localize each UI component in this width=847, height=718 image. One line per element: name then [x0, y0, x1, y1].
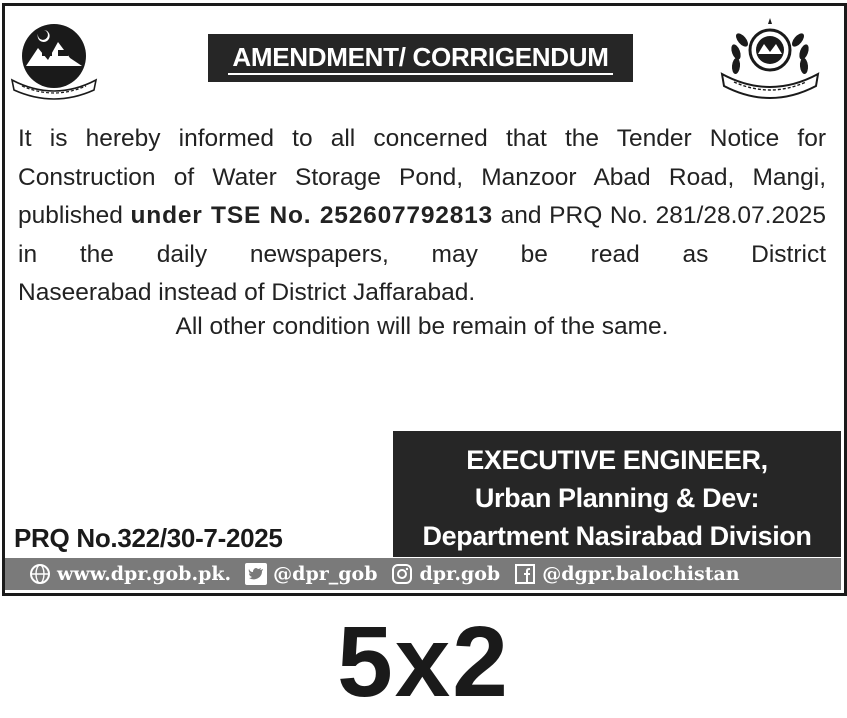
ad-size-label: 5x2	[337, 606, 510, 718]
body-text-last-line: Naseerabad instead of District Jaffarabad.	[18, 279, 476, 306]
tse-number: under TSE No. 252607792813	[130, 202, 493, 229]
notice-body	[18, 120, 826, 313]
notice-title: AMENDMENT/ CORRIGENDUM	[228, 42, 612, 75]
twitter-icon	[245, 563, 267, 585]
prq-reference: PRQ No.322/30-7-2025	[14, 523, 283, 553]
body-text-continuation: and PRQ No. 281/28.07.2025 in the daily newspapers, may be read as District	[18, 202, 826, 268]
website-item[interactable]	[29, 563, 231, 585]
condition-statement: All other condition will be remain of the same.	[175, 313, 669, 340]
instagram-handle[interactable]: dpr.gob	[419, 563, 501, 585]
instagram-icon	[391, 563, 413, 585]
government-emblem-icon	[8, 20, 100, 102]
twitter-handle[interactable]: @dpr_gob	[273, 563, 378, 585]
instagram-item[interactable]	[391, 563, 500, 585]
body-text-intro: It is hereby informed to all concerned that the Tender Notice for Construction of Water Storage Pond, Manzoor Abad Road, Mangi, published	[18, 125, 826, 229]
facebook-icon	[514, 563, 536, 585]
signature-division: Department Nasirabad Division	[422, 521, 812, 551]
notice-title-bar	[208, 34, 633, 82]
signature-designation: EXECUTIVE ENGINEER,	[466, 445, 768, 475]
facebook-item[interactable]	[514, 563, 739, 585]
dgpr-emblem-icon	[712, 18, 828, 102]
signature-department: Urban Planning & Dev:	[474, 483, 760, 513]
signature-block	[393, 431, 841, 557]
twitter-item[interactable]	[245, 563, 377, 585]
globe-icon	[29, 563, 51, 585]
website-link[interactable]: www.dpr.gob.pk.	[57, 563, 232, 585]
social-media-bar	[5, 558, 841, 590]
facebook-handle[interactable]: @dgpr.balochistan	[542, 563, 740, 585]
